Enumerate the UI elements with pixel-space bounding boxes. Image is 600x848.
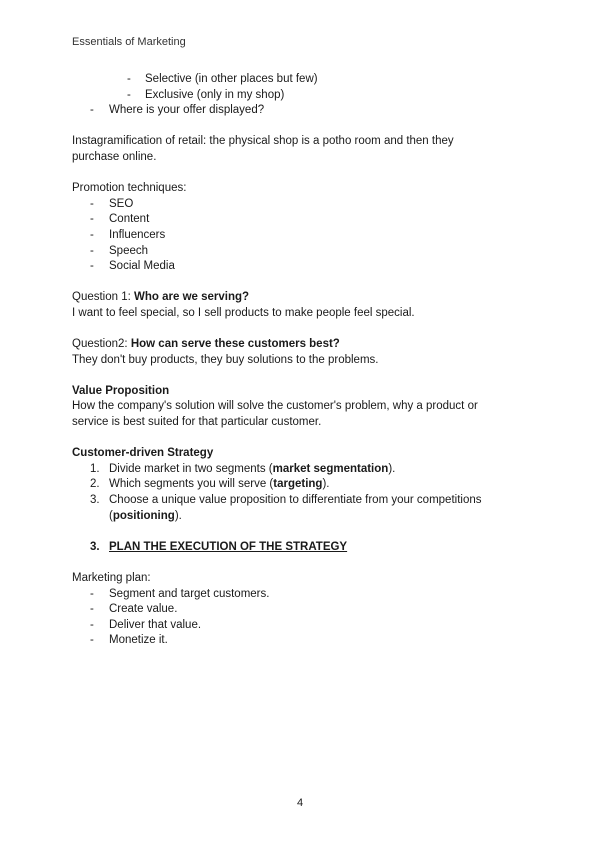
bullet-dash: - xyxy=(90,104,94,117)
question-1 xyxy=(72,290,532,306)
running-header: Essentials of Marketing xyxy=(72,36,186,48)
page-number: 4 xyxy=(296,797,304,809)
paragraph-line: How the company's solution will solve the customer's problem, why a product or xyxy=(72,400,478,413)
value-proposition-title: Value Proposition xyxy=(72,384,170,397)
list-item xyxy=(72,244,532,260)
list-item xyxy=(72,72,532,88)
question-text: Who are we serving? xyxy=(134,291,250,304)
list-item-text: Speech xyxy=(109,244,149,257)
question-prefix: Question 1: xyxy=(72,291,135,304)
numbered-item-text: Divide market in two segments (market segmentation). xyxy=(109,462,396,475)
numbered-item-text: Choose a unique value proposition to differentiate from your competitions (positioning). xyxy=(109,494,482,522)
list-item-text: Where is your offer displayed? xyxy=(109,104,265,117)
strategy-title: Customer-driven Strategy xyxy=(72,447,214,460)
list-item-text: Segment and target customers. xyxy=(109,587,270,600)
item-number: 3. xyxy=(90,494,100,507)
answer-2: They don't buy products, they buy solutions to the problems. xyxy=(72,353,379,366)
item-number: 1. xyxy=(90,462,100,475)
bullet-dash: - xyxy=(90,634,94,647)
question-prefix: Question2: xyxy=(72,338,131,351)
section-number: 3. xyxy=(90,540,100,553)
list-item xyxy=(72,88,532,104)
list-item-text: Create value. xyxy=(109,603,178,616)
list-item-text: SEO xyxy=(109,197,134,210)
numbered-item xyxy=(72,477,532,493)
list-item-text: Monetize it. xyxy=(109,634,168,647)
bullet-dash: - xyxy=(90,213,94,226)
question-text: How can serve these customers best? xyxy=(130,338,340,351)
list-item-text: Deliver that value. xyxy=(109,618,202,631)
bullet-dash: - xyxy=(90,618,94,631)
paragraph-line: Instagramification of retail: the physical shop is a potho room and then they xyxy=(72,135,454,148)
list-item-text: Selective (in other places but few) xyxy=(145,73,318,85)
bullet-dash: - xyxy=(90,603,94,616)
list-item xyxy=(72,103,532,119)
numbered-item xyxy=(72,462,532,478)
promotion-title: Promotion techniques: xyxy=(72,182,187,195)
bullet-dash: - xyxy=(90,587,94,600)
list-item xyxy=(72,212,532,228)
paragraph-line: service is best suited for that particular customer. xyxy=(72,416,322,429)
list-item xyxy=(72,228,532,244)
document-body xyxy=(72,72,532,649)
list-item xyxy=(72,633,532,649)
list-item-text: Exclusive (only in my shop) xyxy=(145,88,285,101)
marketing-plan-title: Marketing plan: xyxy=(72,572,151,584)
bullet-dash: - xyxy=(90,197,94,210)
answer-1: I want to feel special, so I sell products to make people feel special. xyxy=(72,306,415,319)
bullet-dash: - xyxy=(127,73,131,85)
section-title: PLAN THE EXECUTION OF THE STRATEGY xyxy=(109,540,348,553)
list-item-text: Influencers xyxy=(109,228,166,241)
bullet-dash: - xyxy=(90,228,94,241)
section-heading xyxy=(72,540,532,556)
numbered-item xyxy=(72,493,532,524)
list-item-text: Social Media xyxy=(109,260,175,273)
bullet-dash: - xyxy=(90,244,94,257)
bullet-dash: - xyxy=(127,88,131,101)
list-item xyxy=(72,602,532,618)
numbered-item-text: Which segments you will serve (targeting). xyxy=(109,478,330,491)
list-item xyxy=(72,618,532,634)
list-item xyxy=(72,587,532,603)
list-item-text: Content xyxy=(109,213,150,226)
list-item xyxy=(72,197,532,213)
paragraph-line: purchase online. xyxy=(72,150,157,163)
bullet-dash: - xyxy=(90,260,94,273)
question-2 xyxy=(72,337,532,353)
list-item xyxy=(72,259,532,275)
item-number: 2. xyxy=(90,478,100,491)
